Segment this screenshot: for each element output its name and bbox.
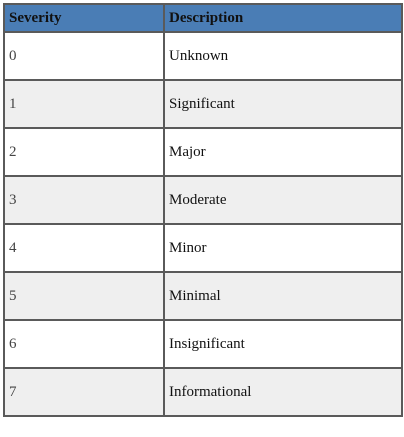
severity-cell: 6 <box>4 320 164 368</box>
description-cell: Significant <box>164 80 402 128</box>
severity-table-container <box>3 3 401 434</box>
severity-cell: 5 <box>4 272 164 320</box>
severity-cell: 4 <box>4 224 164 272</box>
column-header-description: Description <box>164 4 402 32</box>
column-header-severity: Severity <box>4 4 164 32</box>
severity-table <box>3 3 403 417</box>
table-row <box>4 368 402 416</box>
severity-cell: 7 <box>4 368 164 416</box>
table-row <box>4 272 402 320</box>
description-cell: Major <box>164 128 402 176</box>
description-cell: Moderate <box>164 176 402 224</box>
table-header-row <box>4 4 402 32</box>
table-row <box>4 128 402 176</box>
table-row <box>4 80 402 128</box>
severity-cell: 0 <box>4 32 164 80</box>
description-cell: Insignificant <box>164 320 402 368</box>
severity-cell: 2 <box>4 128 164 176</box>
table-row <box>4 320 402 368</box>
description-cell: Minimal <box>164 272 402 320</box>
table-row <box>4 32 402 80</box>
table-row <box>4 176 402 224</box>
description-cell: Informational <box>164 368 402 416</box>
description-cell: Minor <box>164 224 402 272</box>
severity-cell: 3 <box>4 176 164 224</box>
description-cell: Unknown <box>164 32 402 80</box>
table-row <box>4 224 402 272</box>
severity-cell: 1 <box>4 80 164 128</box>
